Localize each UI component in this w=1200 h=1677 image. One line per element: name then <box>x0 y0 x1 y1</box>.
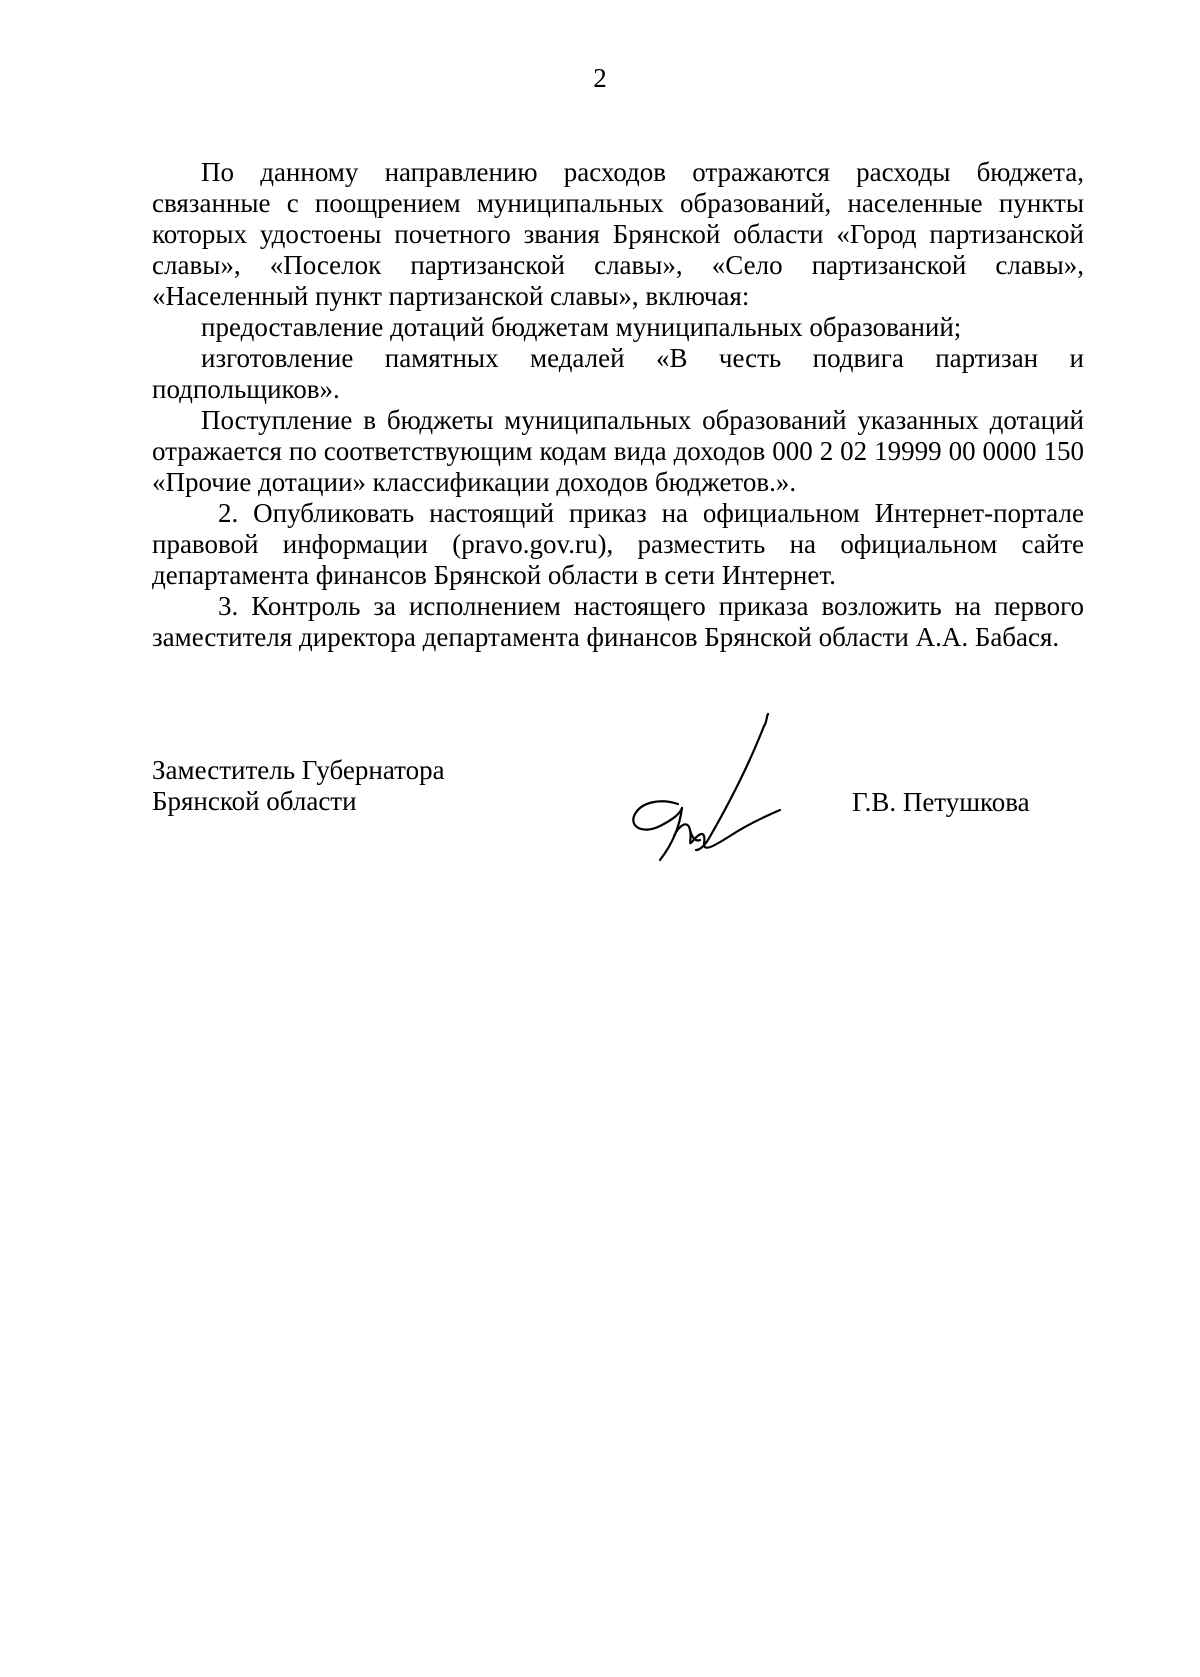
paragraph-item-3: 3. Контроль за исполнением настоящего приказа возложить на первого заместителя директора департамента финансов Брянской области А.А. Бабася. <box>152 591 1084 652</box>
paragraph-medals: изготовление памятных медалей «В честь подвига партизан и подпольщиков». <box>152 343 1084 404</box>
handwritten-signature <box>630 712 800 872</box>
document-body <box>152 157 1084 653</box>
paragraph-subsidies: предоставление дотаций бюджетам муниципальных образований; <box>201 312 962 342</box>
paragraph-expense-direction: По данному направлению расходов отражаются расходы бюджета, связанные с поощрением муниципальных образований, населенные пункты которых удостоены почетного звания Брянской области «Город партизанской славы», «Поселок партизанской славы», «Село партизанской славы», «Населенный пункт партизанской славы», включая: <box>152 157 1084 311</box>
signer-title <box>152 755 572 817</box>
paragraph-revenue: Поступление в бюджеты муниципальных образований указанных дотаций отражается по соответствующим кодам вида доходов 000 2 02 19999 00 0000 150 «Прочие дотации» классификации доходов бюджетов.». <box>152 405 1084 497</box>
page-number: 2 <box>593 63 607 93</box>
signer-title-line: Заместитель Губернатора <box>152 755 445 785</box>
signer-name: Г.В. Петушкова <box>852 787 1030 817</box>
signer-title-line: Брянской области <box>152 786 357 816</box>
paragraph-item-2: 2. Опубликовать настоящий приказ на официальном Интернет-портале правовой информации (pravo.gov.ru), разместить на официальном сайте департамента финансов Брянской области в сети Интернет. <box>152 498 1084 590</box>
